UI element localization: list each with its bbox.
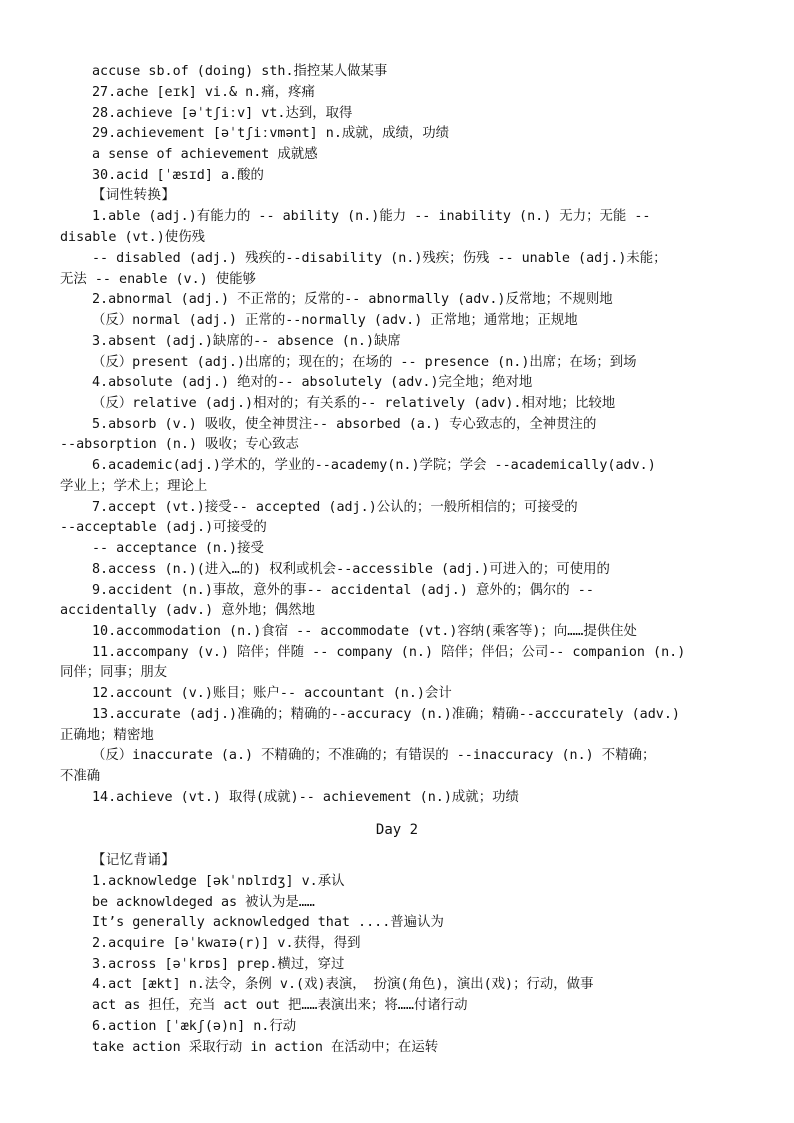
entry-achievement: 29.achievement [əˈtʃiːvmənt] n.成就，成绩，功绩 [92, 126, 450, 141]
word-form-13-accurate: 13.accurate (adj.)准确的；精确的--accuracy (n.)准确；精确--acccurately (adv.) [92, 707, 680, 722]
word-form-13-inaccurate-continued: 不准确 [60, 769, 101, 784]
word-form-14-achieve: 14.achieve (vt.) 取得(成就)-- achievement (n.)成就；功绩 [92, 790, 519, 805]
word-form-1-disabled: -- disabled (adj.) 残疾的--disability (n.)残疾；伤残 -- unable (adj.)未能； [92, 251, 667, 266]
word-form-4-absolute: 4.absolute (adj.) 绝对的-- absolutely (adv.)完全地；绝对地 [92, 375, 533, 390]
word-form-9-accident: 9.accident (n.)事故，意外的事-- accidental (adj.) 意外的；偶尔的 -- [92, 583, 594, 598]
word-form-7-acceptable: --acceptable (adj.)可接受的 [60, 520, 267, 535]
entry-act: 4.act [ækt] n.法令，条例 v.(戏)表演， 扮演(角色)，演出(戏)；行动，做事 [92, 977, 594, 992]
word-form-7-accept: 7.accept (vt.)接受-- accepted (adj.)公认的；一般所相信的；可接受的 [92, 500, 578, 515]
word-form-13-inaccurate: （反）inaccurate (a.) 不精确的；不准确的；有错误的 --inaccuracy (n.) 不精确； [92, 748, 656, 763]
word-form-5-absorb: 5.absorb (v.) 吸收，使全神贯注-- absorbed (a.) 专心致志的，全神贯注的 [92, 417, 597, 432]
word-form-8-access: 8.access (n.)(进入…的) 权利或机会--accessible (adj.)可进入的；可使用的 [92, 562, 610, 577]
word-form-4-relative: （反）relative (adj.)相对的；有关系的-- relatively (adv).相对地；比较地 [92, 396, 616, 411]
word-form-9-accidentally: accidentally (adv.) 意外地；偶然地 [60, 603, 315, 618]
entry-acknowledge: 1.acknowledge [əkˈnɒlɪdʒ] v.承认 [92, 874, 345, 889]
day-heading: Day 2 [375, 822, 419, 838]
word-form-12-account: 12.account (v.)账目；账户-- accountant (n.)会计 [92, 686, 452, 701]
word-form-3-absent: 3.absent (adj.)缺席的-- absence (n.)缺席 [92, 334, 401, 349]
word-form-5-absorption: --absorption (n.) 吸收；专心致志 [60, 437, 299, 452]
word-form-7-acceptance: -- acceptance (n.)接受 [92, 541, 264, 556]
word-form-1-able: 1.able (adj.)有能力的 -- ability (n.)能力 -- inability (n.) 无力；无能 -- [92, 209, 651, 224]
section-heading-word-forms: 【词性转换】 [92, 188, 176, 203]
phrase-take-action: take action 采取行动 in action 在活动中；在运转 [92, 1040, 439, 1055]
entry-acid: 30.acid [ˈæsɪd] a.酸的 [92, 168, 264, 183]
word-form-2-abnormal: 2.abnormal (adj.) 不正常的；反常的-- abnormally (adv.)反常地；不规则地 [92, 292, 613, 307]
entry-achieve: 28.achieve [əˈtʃiːv] vt.达到，取得 [92, 106, 353, 121]
entry-action: 6.action [ˈækʃ(ə)n] n.行动 [92, 1019, 297, 1034]
phrase-generally-acknowledged: It’s generally acknowledged that ....普遍认为 [92, 915, 444, 930]
entry-ache: 27.ache [eɪk] vi.& n.痛，疼痛 [92, 85, 315, 100]
section-heading-memorize: 【记忆背诵】 [92, 853, 176, 868]
word-form-6-academic: 6.academic(adj.)学术的，学业的--academy(n.)学院；学会 --academically(adv.) [92, 458, 656, 473]
word-form-1-enable: 无法 -- enable (v.) 使能够 [60, 272, 256, 287]
word-form-13-continued: 正确地；精密地 [60, 728, 154, 743]
word-form-1-continued: disable (vt.)使伤残 [60, 230, 205, 245]
word-form-11-accompany: 11.accompany (v.) 陪伴；伴随 -- company (n.) 陪伴；伴侣；公司-- companion (n.) [92, 645, 686, 660]
word-form-11-continued: 同伴；同事；朋友 [60, 665, 168, 680]
word-form-2-normal: （反）normal (adj.) 正常的--normally (adv.) 正常地；通常地；正规地 [92, 313, 578, 328]
entry-acquire: 2.acquire [əˈkwaɪə(r)] v.获得，得到 [92, 936, 361, 951]
entry-across: 3.across [əˈkrɒs] prep.横过，穿过 [92, 957, 345, 972]
word-form-3-present: （反）present (adj.)出席的；现在的；在场的 -- presence (n.)出席；在场；到场 [92, 355, 637, 370]
word-form-10-accommodation: 10.accommodation (n.)食宿 -- accommodate (vt.)容纳(乘客等)；向……提供住处 [92, 624, 637, 639]
entry-accuse-phrase: accuse sb.of (doing) sth.指控某人做某事 [92, 64, 388, 79]
phrase-sense-of-achievement: a sense of achievement 成就感 [92, 147, 318, 162]
word-form-6-continued: 学业上；学术上；理论上 [60, 479, 208, 494]
phrase-be-acknowledged-as: be acknowldeged as 被认为是…… [92, 895, 315, 910]
phrase-act-as-act-out: act as 担任，充当 act out 把……表演出来；将……付诸行动 [92, 998, 468, 1013]
